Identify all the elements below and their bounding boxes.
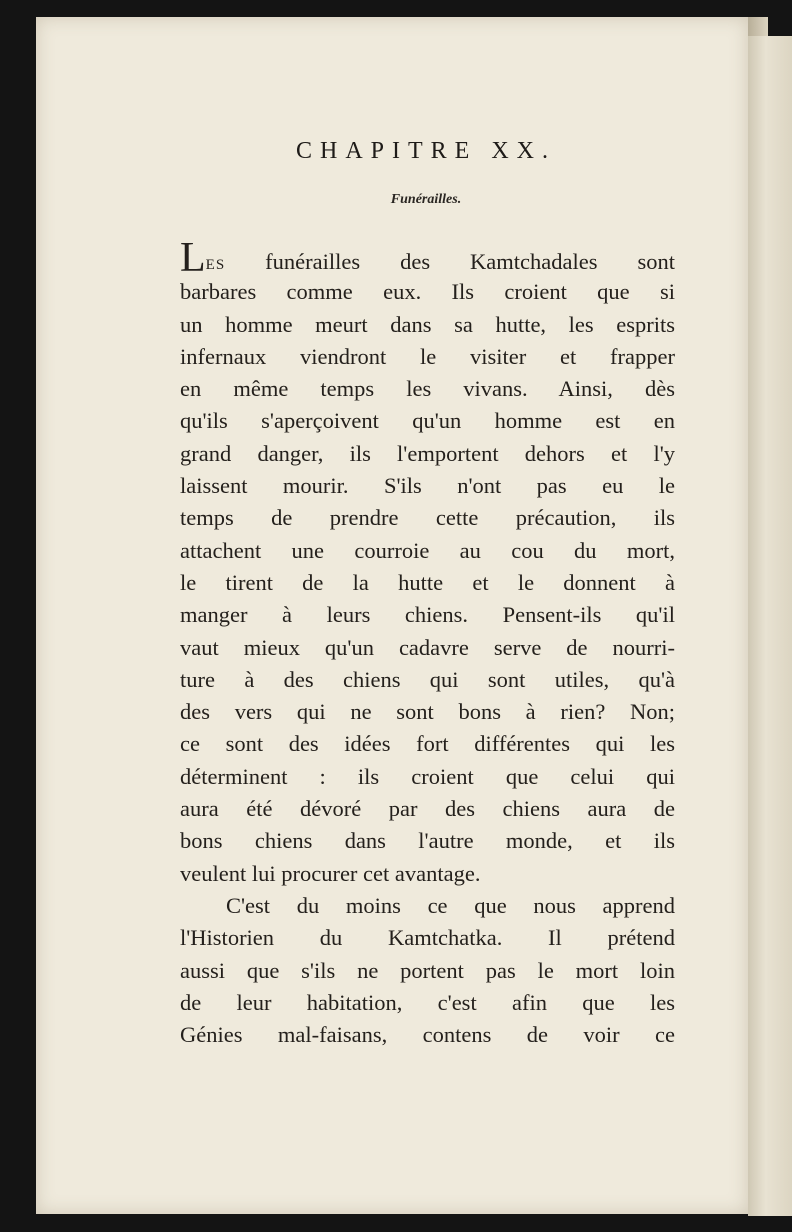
- text-line: de leur habitation, c'est afin que les: [180, 989, 675, 1015]
- small-caps: ES: [205, 257, 226, 273]
- text-line: attachent une courroie au cou du mort,: [180, 537, 675, 563]
- text-line: laissent mourir. S'ils n'ont pas eu le: [180, 473, 675, 499]
- text-line: barbares comme eux. Ils croient que si: [180, 279, 675, 305]
- text-line: qu'ils s'aperçoivent qu'un homme est en: [180, 408, 675, 434]
- text-line: ce sont des idées fort différentes qui les: [180, 731, 675, 757]
- text-line: Génies mal-faisans, contens de voir ce: [180, 1022, 675, 1048]
- facing-page-edge: [748, 36, 792, 1216]
- text-line: bons chiens dans l'autre monde, et ils: [180, 828, 675, 854]
- chapter-subtitle: Funérailles.: [390, 192, 462, 207]
- text-line: en même temps les vivans. Ainsi, dès: [180, 376, 675, 402]
- text-line: infernaux viendront le visiter et frapper: [180, 343, 675, 369]
- text-line: aura été dévoré par des chiens aura de: [180, 796, 675, 822]
- text-line: déterminent : ils croient que celui qui: [180, 763, 675, 789]
- text-line: le tirent de la hutte et le donnent à: [180, 569, 675, 595]
- text-line: manger à leurs chiens. Pensent-ils qu'il: [180, 602, 675, 628]
- body-text: [180, 235, 675, 1051]
- text-line: ture à des chiens qui sont utiles, qu'à: [180, 666, 675, 692]
- drop-cap: L: [180, 235, 206, 281]
- text-line: vaut mieux qu'un cadavre serve de nourri-: [180, 634, 675, 660]
- chapter-title: CHAPITRE XX.: [295, 138, 556, 164]
- text-line: C'est du moins ce que nous apprend: [226, 892, 675, 918]
- text-line: grand danger, ils l'emportent dehors et l'y: [180, 440, 675, 466]
- text-line: aussi que s'ils ne portent pas le mort loin: [180, 957, 675, 983]
- text-line: temps de prendre cette précaution, ils: [180, 505, 675, 531]
- text-line: des vers qui ne sont bons à rien? Non;: [180, 699, 675, 725]
- text-line: un homme meurt dans sa hutte, les esprits: [180, 311, 675, 337]
- text-line: veulent lui procurer cet avantage.: [180, 860, 481, 886]
- text-line: LES funérailles des Kamtchadales sont: [180, 235, 675, 281]
- text-line: l'Historien du Kamtchatka. Il prétend: [180, 925, 675, 951]
